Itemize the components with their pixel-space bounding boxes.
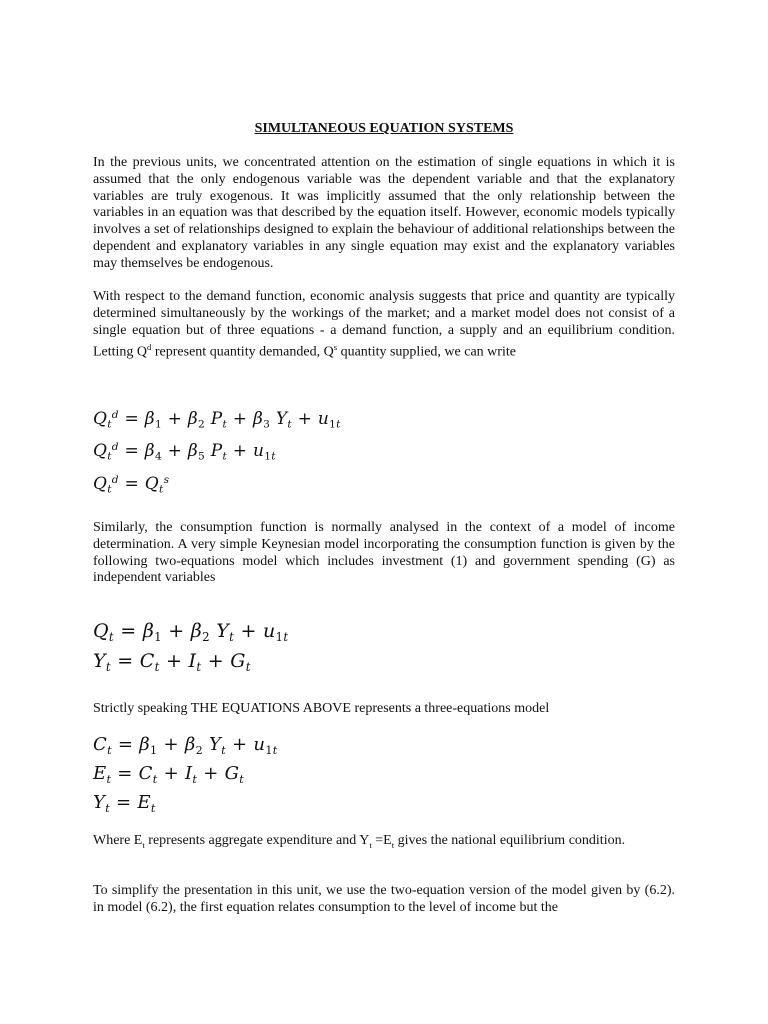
- paragraph-where-text-a: Where E: [93, 833, 143, 848]
- paragraph-where-text-b: represents aggregate expenditure and Y: [144, 833, 370, 848]
- paragraph-where-text-c: =E: [371, 833, 392, 848]
- paragraph-simplify: To simplify the presentation in this unit, we use the two-equation version of the model given by (6.2). in model (6.2), the first equation relates consumption to the level of income but the: [93, 883, 675, 915]
- two-equation-model: [93, 619, 288, 679]
- subscript-t-3: t: [391, 839, 395, 850]
- paragraph-demand: [93, 289, 675, 362]
- paragraph-strictly: Strictly speaking THE EQUATIONS ABOVE represents a three-equations model: [93, 701, 550, 716]
- equation-demand: $Q_t^d = \beta_1 + \beta_2$ $P_t + \beta_3$ $Y_t + u_{1t}$: [93, 408, 341, 431]
- market-model-equations: [93, 404, 341, 501]
- three-equation-model: [93, 733, 278, 820]
- subscript-t-2: t: [369, 839, 372, 850]
- document-title: SIMULTANEOUS EQUATION SYSTEMS: [254, 121, 514, 136]
- equation-supply: $Q_t^d = \beta_4 + \beta_5$ $P_t + u_{1t}$: [93, 441, 276, 463]
- equation-national-equilibrium: $Y_t = E_t$: [93, 791, 156, 815]
- superscript-s: s: [333, 342, 338, 353]
- paragraph-where: [93, 833, 675, 854]
- paragraph-intro: In the previous units, we concentrated attention on the estimation of single equations in which it is assumed that the only endogenous variable was the dependent variable and that the explanatory variables are truly exogenous. It was implicitly assumed that the only relationship between the variables in an equation was that described by the equation itself. However, economic models typically involves a set of relationships designed to explain the behaviour of additional relationships between the dependent and explanatory variables in any single equation may exist and the explanatory variables may themselves be endogenous.: [93, 155, 675, 271]
- superscript-d: d: [147, 342, 152, 353]
- equation-consumption-3: $C_t = \beta_1 + \beta_2$ $Y_t + u_{1t}$: [93, 734, 278, 757]
- equation-consumption: $Q_t = \beta_1 + \beta_2$ $Y_t + u_{1t}$: [93, 620, 289, 645]
- paragraph-demand-text-a: With respect to the demand function, economic analysis suggests that price and quantity are typically determined simultaneously by the workings of the market; and a market model does not consist of a single equation but of three equations - a demand function, a supply and an equilibrium condition. Letting Q: [93, 289, 675, 361]
- equation-equilibrium: $Q_t^d = Q_t^s$: [93, 473, 170, 496]
- equation-expenditure: $E_t = C_t + I_t + G_t$: [93, 762, 245, 786]
- subscript-t-1: t: [142, 839, 145, 850]
- paragraph-demand-text-c: quantity supplied, we can write: [337, 345, 516, 361]
- equation-income: $Y_t = C_t + I_t + G_t$: [93, 650, 251, 675]
- paragraph-demand-text-b: represent quantity demanded, Q: [151, 345, 334, 361]
- paragraph-where-text-d: gives the national equilibrium condition.: [394, 833, 626, 848]
- paragraph-keynesian: Similarly, the consumption function is normally analysed in the context of a model of income determination. A very simple Keynesian model incorporating the consumption function is given by the following two-equations model which includes investment (1) and government spending (G) as independent variables: [93, 520, 675, 586]
